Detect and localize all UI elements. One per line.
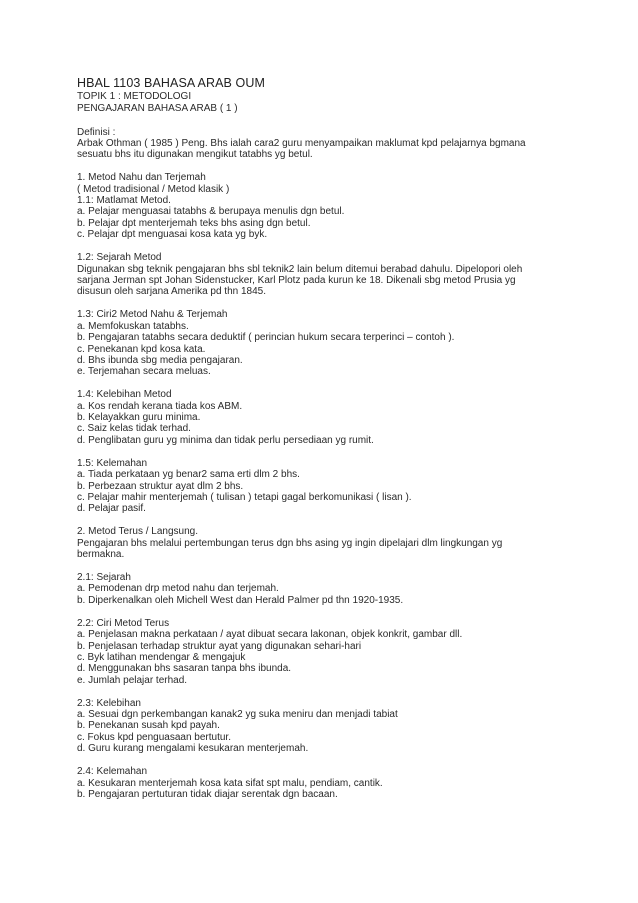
section-heading: 2.4: Kelemahan xyxy=(77,766,148,778)
section-heading: 1.2: Sejarah Metod xyxy=(77,252,162,264)
text-line: b. Pengajaran pertuturan tidak diajar serentak dgn bacaan. xyxy=(77,789,338,800)
text-line: b. Pengajaran tatabhs secara deduktif ( perincian hukum secara terperinci – contoh ). xyxy=(77,332,455,344)
text-line: c. Pelajar dpt menguasai kosa kata yg byk. xyxy=(77,229,268,241)
text-line: c. Fokus kpd penguasaan bertutur. xyxy=(77,731,231,743)
section-heading: 1.5: Kelemahan xyxy=(77,457,148,469)
section-heading: 1. Metod Nahu dan Terjemah xyxy=(77,172,206,184)
text-line: b. Kelayakkan guru minima. xyxy=(77,412,201,424)
text-line: bermakna. xyxy=(77,549,125,561)
text-line: d. Penglibatan guru yg minima dan tidak perlu persediaan yg rumit. xyxy=(77,434,374,446)
text-line: b. Perbezaan struktur ayat dlm 2 bhs. xyxy=(77,480,244,492)
text-line: e. Terjemahan secara meluas. xyxy=(77,366,211,378)
text-line: a. Sesuai dgn perkembangan kanak2 yg suka meniru dan menjadi tabiat xyxy=(77,709,398,721)
text-line: sarjana Jerman spt Johan Sidenstucker, Karl Plotz pada kurun ke 18. Dikenali sbg metod Prusia yg xyxy=(77,274,516,286)
text-line: c. Byk latihan mendengar & mengajuk xyxy=(77,651,246,663)
topic-heading: TOPIK 1 : METODOLOGI xyxy=(77,91,192,102)
text-line: d. Pelajar pasif. xyxy=(77,503,146,515)
text-line: Arbak Othman ( 1985 ) Peng. Bhs ialah cara2 guru menyampaikan maklumat kpd pelajarnya bgmana xyxy=(77,137,526,149)
section-heading: 2.1: Sejarah xyxy=(77,572,131,583)
document-page xyxy=(77,76,567,800)
text-line: disusun oleh sarjana Amerika pd thn 1845. xyxy=(77,286,267,298)
text-line: Digunakan sbg teknik pengajaran bhs sbl teknik2 lain belum ditemui berabad dahulu. Dipelopori oleh xyxy=(77,263,523,275)
text-line: a. Memfokuskan tatabhs. xyxy=(77,320,189,332)
text-line: d. Menggunakan bhs sasaran tanpa bhs ibunda. xyxy=(77,663,292,675)
text-line: d. Guru kurang mengalami kesukaran menterjemah. xyxy=(77,743,309,755)
text-section xyxy=(77,458,567,515)
text-section xyxy=(77,172,567,240)
text-section xyxy=(77,618,567,686)
text-line: ( Metod tradisional / Metod klasik ) xyxy=(77,183,230,195)
text-line: c. Pelajar mahir menterjemah ( tulisan ) tetapi gagal berkomunikasi ( lisan ). xyxy=(77,491,412,503)
subtopic-heading: PENGAJARAN BAHASA ARAB ( 1 ) xyxy=(77,103,238,114)
text-section xyxy=(77,698,567,755)
text-line: a. Kos rendah kerana tiada kos ABM. xyxy=(77,400,243,412)
text-line: c. Penekanan kpd kosa kata. xyxy=(77,343,206,355)
text-line: a. Pelajar menguasai tatabhs & berupaya menulis dgn betul. xyxy=(77,206,345,218)
text-section xyxy=(77,309,567,377)
text-line: a. Tiada perkataan yg benar2 sama erti dlm 2 bhs. xyxy=(77,469,300,481)
section-heading: 2.3: Kelebihan xyxy=(77,697,141,709)
text-line: 1.1: Matlamat Metod. xyxy=(77,195,171,207)
text-line: b. Penekanan susah kpd payah. xyxy=(77,720,220,732)
section-heading: Definisi : xyxy=(77,126,116,138)
section-heading: 1.4: Kelebihan Metod xyxy=(77,389,172,401)
document-body xyxy=(77,127,567,801)
text-section xyxy=(77,252,567,298)
text-line: c. Saiz kelas tidak terhad. xyxy=(77,423,191,435)
section-heading: 2. Metod Terus / Langsung. xyxy=(77,526,199,538)
text-line: a. Penjelasan makna perkataan / ayat dibuat secara lakonan, objek konkrit, gambar dll. xyxy=(77,629,463,641)
text-section xyxy=(77,127,567,161)
text-section xyxy=(77,389,567,446)
text-line: b. Diperkenalkan oleh Michell West dan Herald Palmer pd thn 1920-1935. xyxy=(77,594,404,606)
text-line: d. Bhs ibunda sbg media pengajaran. xyxy=(77,354,243,366)
text-line: sesuatu bhs itu digunakan mengikut tatabhs yg betul. xyxy=(77,149,313,161)
section-heading: 2.2: Ciri Metod Terus xyxy=(77,617,170,629)
text-line: Pengajaran bhs melalui pertembungan terus dgn bhs asing yg ingin dipelajari dlm lingkungan yg xyxy=(77,537,503,549)
text-line: a. Pemodenan drp metod nahu dan terjemah. xyxy=(77,583,279,595)
document-title: HBAL 1103 BAHASA ARAB OUM xyxy=(77,76,265,90)
text-line: b. Pelajar dpt menterjemah teks bhs asing dgn betul. xyxy=(77,217,311,229)
text-section xyxy=(77,526,567,560)
section-heading: 1.3: Ciri2 Metod Nahu & Terjemah xyxy=(77,309,228,321)
text-line: e. Jumlah pelajar terhad. xyxy=(77,674,188,686)
text-line: a. Kesukaran menterjemah kosa kata sifat spt malu, pendiam, cantik. xyxy=(77,777,383,789)
text-section xyxy=(77,572,567,606)
text-section xyxy=(77,766,567,800)
text-line: b. Penjelasan terhadap struktur ayat yang digunakan sehari-hari xyxy=(77,640,362,652)
